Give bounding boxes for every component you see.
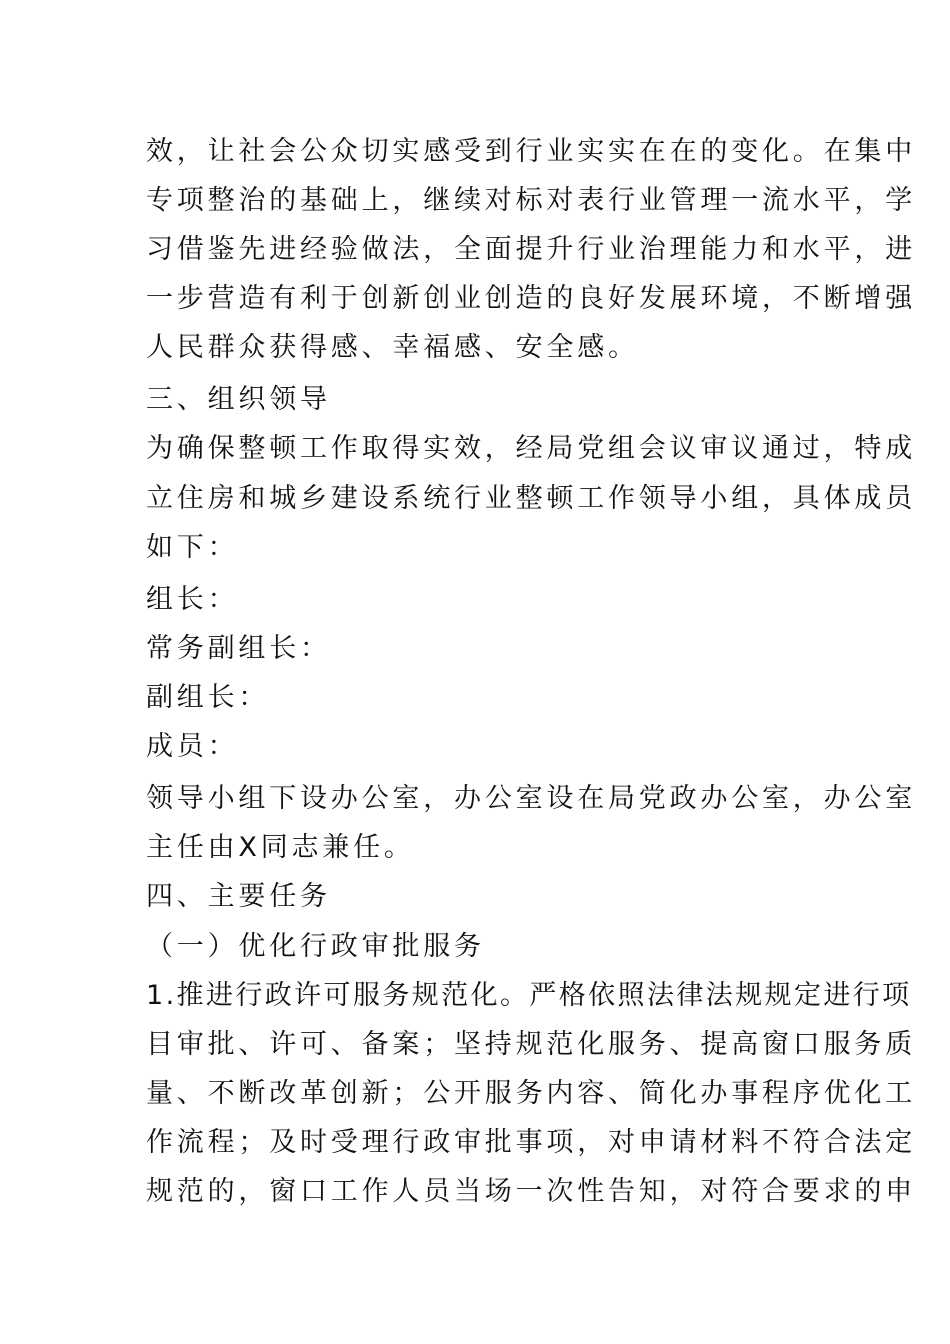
section-heading: 三、组织领导 [146, 384, 331, 415]
text-line: 量、不断改革创新；公开服务内容、简化办事程序优化工 [146, 1078, 916, 1109]
text-line: 为确保整顿工作取得实效，经局党组会议审议通过，特成 [146, 433, 916, 464]
text-line: 组长： [146, 584, 239, 615]
text-line: 目审批、许可、备案；坚持规范化服务、提高窗口服务质 [146, 1029, 916, 1060]
section-heading: 四、主要任务 [146, 881, 331, 912]
text-line: 副组长： [146, 682, 270, 713]
text-line: 专项整治的基础上，继续对标对表行业管理一流水平，学 [146, 185, 916, 216]
text-line: 常务副组长： [146, 633, 331, 664]
text-line: 成员： [146, 731, 239, 762]
text-line: 效，让社会公众切实感受到行业实实在在的变化。在集中 [146, 136, 916, 167]
text-line: 习借鉴先进经验做法，全面提升行业治理能力和水平，进 [146, 234, 916, 265]
subsection-heading: （一）优化行政审批服务 [146, 931, 485, 962]
text-line: 1.推进行政许可服务规范化。严格依照法律法规规定进行项 [146, 980, 912, 1011]
text-line: 作流程；及时受理行政审批事项，对申请材料不符合法定 [146, 1127, 916, 1158]
text-line: 主任由X同志兼任。 [146, 832, 415, 863]
text-line: 领导小组下设办公室，办公室设在局党政办公室，办公室 [146, 783, 916, 814]
text-line: 规范的，窗口工作人员当场一次性告知，对符合要求的申 [146, 1176, 916, 1207]
text-line: 一步营造有利于创新创业创造的良好发展环境，不断增强 [146, 283, 916, 314]
text-line: 如下： [146, 532, 239, 563]
text-line: 人民群众获得感、幸福感、安全感。 [146, 332, 639, 363]
text-line: 立住房和城乡建设系统行业整顿工作领导小组，具体成员 [146, 483, 916, 514]
